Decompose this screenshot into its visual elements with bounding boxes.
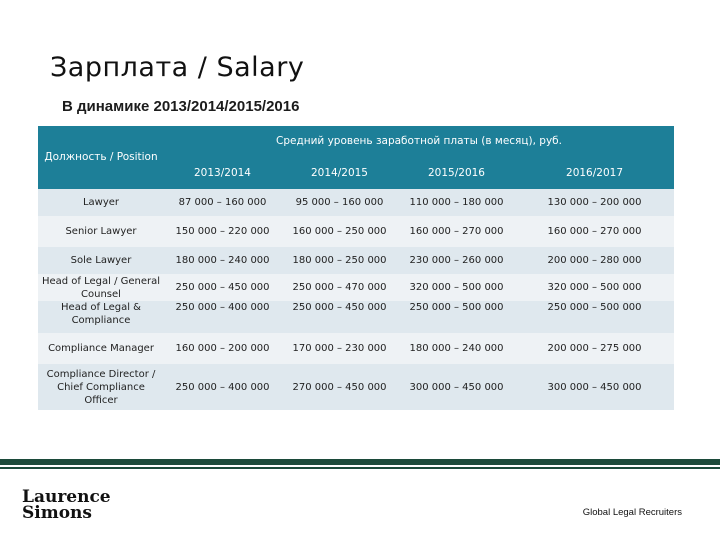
salary-cell: 160 000 – 270 000 xyxy=(398,216,515,247)
footer-divider-thin xyxy=(0,467,720,469)
logo-line: Laurence xyxy=(22,487,111,507)
salary-cell: 160 000 – 270 000 xyxy=(515,216,674,247)
table-row xyxy=(38,247,674,274)
company-tagline: Global Legal Recruiters xyxy=(582,507,682,518)
salary-cell: 250 000 – 400 000 xyxy=(164,364,281,410)
year-header: 2015/2016 xyxy=(398,156,515,189)
table-row xyxy=(38,301,674,333)
table-row xyxy=(38,364,674,410)
salary-cell: 150 000 – 220 000 xyxy=(164,216,281,247)
salary-cell: 300 000 – 450 000 xyxy=(398,364,515,410)
footer-divider xyxy=(0,459,720,465)
table-row xyxy=(38,189,674,216)
table-row xyxy=(38,274,674,301)
salary-cell: 110 000 – 180 000 xyxy=(398,189,515,216)
position-cell: Head of Legal / General Counsel xyxy=(38,274,164,301)
slide-subtitle: В динамике 2013/2014/2015/2016 xyxy=(62,98,300,115)
position-cell: Compliance Director / Chief Compliance Officer xyxy=(38,364,164,410)
salary-cell: 270 000 – 450 000 xyxy=(281,364,398,410)
salary-cell: 230 000 – 260 000 xyxy=(398,247,515,274)
slide-title: Зарплата / Salary xyxy=(50,52,305,83)
salary-cell: 160 000 – 200 000 xyxy=(164,333,281,364)
salary-cell: 300 000 – 450 000 xyxy=(515,364,674,410)
salary-cell: 200 000 – 280 000 xyxy=(515,247,674,274)
salary-cell: 160 000 – 250 000 xyxy=(281,216,398,247)
position-cell: Head of Legal & Compliance xyxy=(38,301,164,333)
salary-cell: 320 000 – 500 000 xyxy=(398,274,515,301)
table-row xyxy=(38,216,674,247)
salary-cell: 180 000 – 240 000 xyxy=(164,247,281,274)
position-column-header: Должность / Position xyxy=(38,126,164,189)
year-header: 2016/2017 xyxy=(515,156,674,189)
position-cell: Lawyer xyxy=(38,189,164,216)
position-cell: Compliance Manager xyxy=(38,333,164,364)
salary-cell: 250 000 – 400 000 xyxy=(164,301,281,333)
salary-cell: 180 000 – 250 000 xyxy=(281,247,398,274)
salary-cell: 250 000 – 500 000 xyxy=(398,301,515,333)
salary-cell: 250 000 – 470 000 xyxy=(281,274,398,301)
position-cell: Senior Lawyer xyxy=(38,216,164,247)
position-cell: Sole Lawyer xyxy=(38,247,164,274)
salary-cell: 200 000 – 275 000 xyxy=(515,333,674,364)
salary-cell: 130 000 – 200 000 xyxy=(515,189,674,216)
salary-cell: 250 000 – 500 000 xyxy=(515,301,674,333)
salary-table xyxy=(38,126,674,410)
salary-cell: 95 000 – 160 000 xyxy=(281,189,398,216)
salary-cell: 87 000 – 160 000 xyxy=(164,189,281,216)
salary-cell: 170 000 – 230 000 xyxy=(281,333,398,364)
salary-cell: 320 000 – 500 000 xyxy=(515,274,674,301)
salary-cell: 250 000 – 450 000 xyxy=(281,301,398,333)
logo-line: Simons xyxy=(22,503,92,523)
salary-group-header: Средний уровень заработной платы (в месяц), руб. xyxy=(164,126,674,156)
year-header: 2014/2015 xyxy=(281,156,398,189)
salary-cell: 250 000 – 450 000 xyxy=(164,274,281,301)
table-row xyxy=(38,333,674,364)
company-logo xyxy=(22,489,111,521)
salary-cell: 180 000 – 240 000 xyxy=(398,333,515,364)
year-header: 2013/2014 xyxy=(164,156,281,189)
